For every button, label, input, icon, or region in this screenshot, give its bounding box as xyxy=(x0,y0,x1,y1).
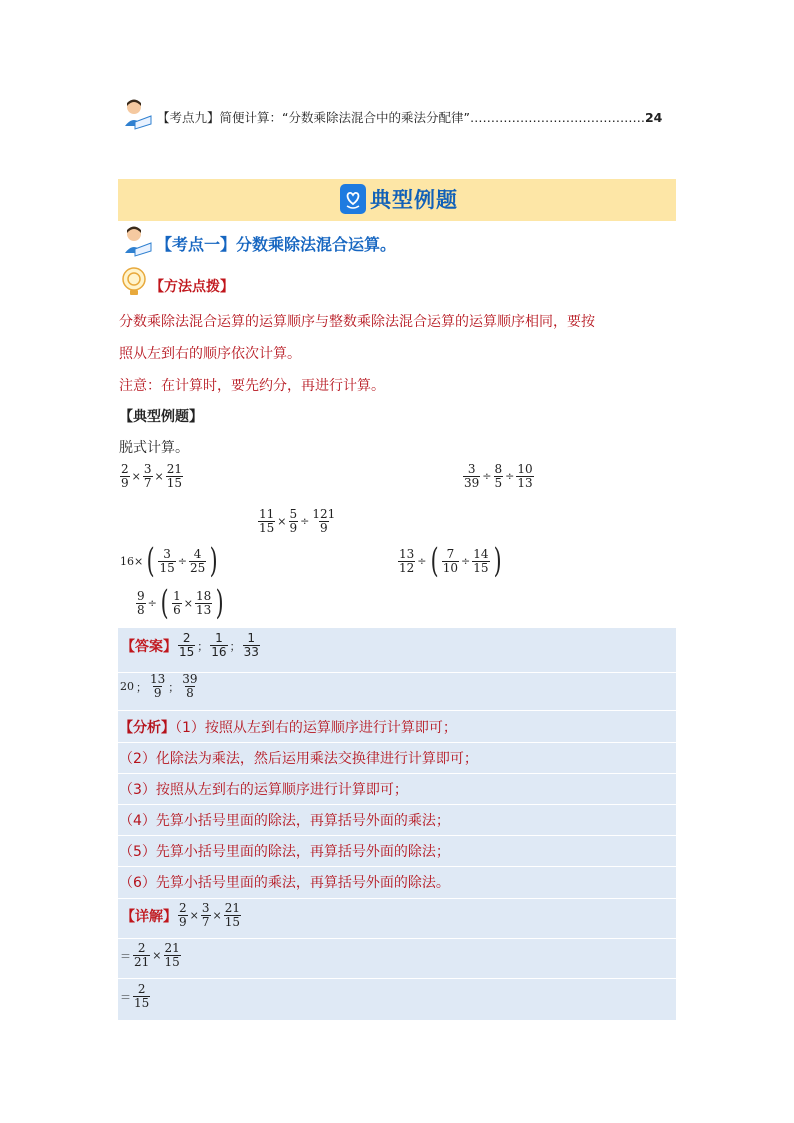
fraction xyxy=(442,548,459,575)
fraction xyxy=(289,508,299,535)
denominator: 9 xyxy=(153,686,162,700)
denominator: 15 xyxy=(134,996,150,1010)
toc-entry[interactable] xyxy=(157,108,662,126)
left-paren: ( xyxy=(146,541,155,581)
problem-4 xyxy=(119,541,221,581)
fraction xyxy=(516,463,533,490)
numerator: 2 xyxy=(182,631,191,645)
numerator: 21 xyxy=(166,462,182,476)
answer-row-2 xyxy=(119,673,200,700)
denominator: 39 xyxy=(464,476,480,490)
separator: ； xyxy=(229,639,241,653)
divider xyxy=(118,866,676,867)
numerator: 21 xyxy=(164,941,180,955)
numerator: 3 xyxy=(201,901,210,915)
right-paren: ) xyxy=(493,541,502,581)
answer-label: 【答案】 xyxy=(121,638,177,655)
denominator: 15 xyxy=(473,560,489,575)
tips-title: 【方法点拨】 xyxy=(150,279,234,295)
numerator: 2 xyxy=(121,462,129,476)
divider xyxy=(118,978,676,979)
fraction xyxy=(472,548,489,575)
numerator: 13 xyxy=(150,672,166,686)
operator: ÷ xyxy=(461,554,471,568)
detail-label: 【详解】 xyxy=(121,908,177,925)
operator: × xyxy=(154,470,164,483)
numerator: 13 xyxy=(399,546,415,561)
left-paren: ( xyxy=(430,541,439,581)
fraction xyxy=(311,508,336,535)
numerator: 3 xyxy=(143,462,152,476)
numerator: 11 xyxy=(259,507,275,521)
fraction xyxy=(224,902,241,929)
separator: ； xyxy=(136,680,147,694)
toc-page: 24 xyxy=(644,110,663,125)
numerator: 2 xyxy=(137,982,146,996)
toc-dots: …………………………………… xyxy=(469,110,645,125)
fraction xyxy=(398,548,415,575)
right-paren: ) xyxy=(209,541,218,581)
answer-row-1 xyxy=(121,632,261,659)
operator: × xyxy=(131,470,141,483)
numerator: 121 xyxy=(312,507,336,521)
denominator: 15 xyxy=(179,645,195,659)
operator: × xyxy=(183,596,193,610)
denominator: 16 xyxy=(211,645,227,659)
left-paren: ( xyxy=(160,583,169,623)
operator: × xyxy=(212,909,222,922)
analysis-line-4: （4）先算小括号里面的除法，再算括号外面的乘法； xyxy=(119,813,450,829)
detail-step-2 xyxy=(119,942,182,969)
operator: ÷ xyxy=(482,470,492,483)
answer-value xyxy=(243,632,260,659)
operator: ÷ xyxy=(300,515,310,528)
operator: ÷ xyxy=(417,554,427,568)
denominator: 8 xyxy=(137,602,145,617)
fraction xyxy=(133,983,150,1010)
fraction xyxy=(143,463,153,490)
denominator: 6 xyxy=(173,602,181,617)
fraction xyxy=(494,463,504,490)
denominator: 9 xyxy=(289,521,298,535)
fraction xyxy=(158,548,175,575)
banner-title: 典型例题 xyxy=(370,188,458,212)
fraction xyxy=(136,590,146,617)
fraction xyxy=(172,590,182,617)
toc-entry-text: 【考点九】简便计算：“分数乘除法混合中的乘法分配律” xyxy=(157,110,470,125)
numerator: 39 xyxy=(182,672,198,686)
denominator: 9 xyxy=(121,476,129,490)
lightbulb-icon xyxy=(121,266,147,298)
analysis-label: 【分析】 xyxy=(119,720,175,736)
answer-value xyxy=(149,673,166,700)
fraction xyxy=(120,463,130,490)
analysis-line-3: （3）按照从左到右的运算顺序进行计算即可； xyxy=(119,782,408,798)
numerator: 5 xyxy=(289,507,298,521)
operator: × xyxy=(152,949,162,962)
analysis-line-5: （5）先算小括号里面的除法，再算括号外面的除法； xyxy=(119,844,450,860)
heart-shield-icon xyxy=(340,184,366,214)
denominator: 15 xyxy=(159,560,175,575)
numerator: 4 xyxy=(193,546,202,561)
denominator: 25 xyxy=(189,560,206,575)
problem-3 xyxy=(257,508,337,535)
denominator: 9 xyxy=(179,915,187,929)
denominator: 15 xyxy=(259,521,275,535)
problem-5 xyxy=(397,541,504,581)
numerator: 8 xyxy=(494,462,503,476)
denominator: 7 xyxy=(143,476,152,490)
analysis-text: （1）按照从左到右的运算顺序进行计算即可； xyxy=(175,720,457,736)
numerator: 18 xyxy=(195,588,212,603)
denominator: 7 xyxy=(201,915,210,929)
separator: ； xyxy=(197,639,209,653)
answer-value xyxy=(210,632,227,659)
fraction xyxy=(463,463,480,490)
example-instruction: 脱式计算。 xyxy=(119,440,189,456)
denominator: 8 xyxy=(186,686,194,700)
numerator: 1 xyxy=(173,588,181,603)
separator: ； xyxy=(168,680,180,694)
student-reading-icon xyxy=(121,225,153,257)
detail-step-3 xyxy=(119,983,151,1010)
denominator: 9 xyxy=(319,521,328,535)
equals-sign: ＝ xyxy=(120,949,131,963)
divider xyxy=(118,835,676,836)
operator: ÷ xyxy=(177,554,187,568)
fraction xyxy=(133,942,150,969)
denominator: 10 xyxy=(442,560,459,575)
numerator: 3 xyxy=(467,462,476,476)
numerator: 2 xyxy=(179,901,187,915)
numerator: 21 xyxy=(224,901,240,915)
student-reading-icon xyxy=(121,98,153,130)
numerator: 3 xyxy=(163,546,171,561)
answer-value xyxy=(178,632,195,659)
divider xyxy=(118,773,676,774)
denominator: 13 xyxy=(517,476,533,490)
section-title: 【考点一】分数乘除法混合运算。 xyxy=(156,235,397,254)
analysis-line-6: （6）先算小括号里面的乘法，再算括号外面的除法。 xyxy=(119,875,450,891)
denominator: 13 xyxy=(195,602,212,617)
answer-value xyxy=(181,673,198,700)
lead-term: 16× xyxy=(120,554,144,568)
right-paren: ) xyxy=(215,583,224,623)
divider xyxy=(118,898,676,899)
divider xyxy=(118,742,676,743)
divider xyxy=(118,938,676,939)
denominator: 12 xyxy=(399,560,415,575)
denominator: 15 xyxy=(164,955,180,969)
problem-6 xyxy=(135,583,227,623)
numerator: 9 xyxy=(137,588,145,603)
fraction xyxy=(189,548,206,575)
operator: ÷ xyxy=(505,470,515,483)
denominator: 21 xyxy=(134,955,150,969)
fraction xyxy=(201,902,211,929)
problem-1 xyxy=(119,463,184,490)
numerator: 14 xyxy=(473,546,489,561)
denominator: 5 xyxy=(494,476,503,490)
numerator: 7 xyxy=(446,546,455,561)
operator: × xyxy=(189,909,199,922)
problem-2 xyxy=(462,463,535,490)
tips-line-1: 分数乘除法混合运算的运算顺序与整数乘除法混合运算的运算顺序相同，要按 xyxy=(119,314,595,330)
equals-sign: ＝ xyxy=(120,990,131,1004)
numerator: 10 xyxy=(517,462,533,476)
section-banner xyxy=(118,179,676,221)
answer-value: 20 xyxy=(120,680,134,693)
denominator: 15 xyxy=(166,476,182,490)
fraction xyxy=(178,902,188,929)
fraction xyxy=(164,942,181,969)
numerator: 1 xyxy=(215,631,223,645)
detail-step-1 xyxy=(121,902,242,929)
numerator: 1 xyxy=(247,631,256,645)
denominator: 15 xyxy=(224,915,240,929)
fraction xyxy=(166,463,183,490)
divider xyxy=(118,804,676,805)
tips-line-2: 照从左到右的顺序依次计算。 xyxy=(119,346,301,362)
fraction xyxy=(258,508,275,535)
fraction xyxy=(195,590,212,617)
analysis-line-2: （2）化除法为乘法，然后运用乘法交换律进行计算即可； xyxy=(119,751,478,767)
example-label: 【典型例题】 xyxy=(119,409,203,425)
analysis-line-1 xyxy=(119,717,457,737)
operator: × xyxy=(277,515,287,528)
tips-note: 注意：在计算时，要先约分，再进行计算。 xyxy=(119,378,385,394)
numerator: 2 xyxy=(137,941,146,955)
divider xyxy=(118,672,676,673)
operator: ÷ xyxy=(147,596,157,610)
divider xyxy=(118,710,676,711)
denominator: 33 xyxy=(243,645,259,659)
